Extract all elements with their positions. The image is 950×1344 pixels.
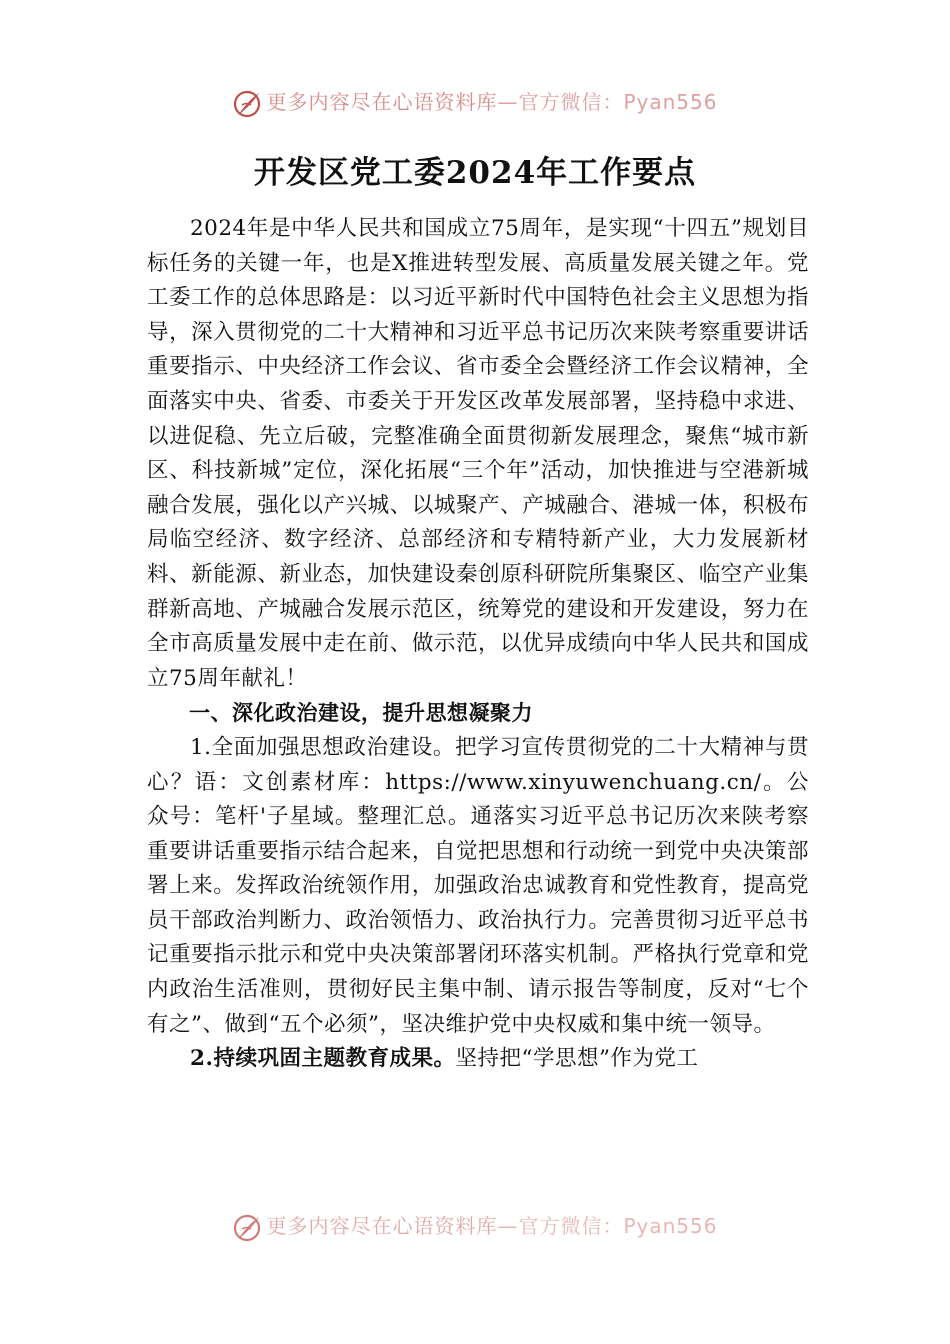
page-title: 开发区党工委2024年工作要点 — [253, 155, 697, 191]
watermark-text-main: 更多内容尽在心语资料库 — [266, 90, 498, 114]
item-text-1b: 。公众号：笔杆'子星域。整理汇总。通落实习近平总书记历次来陕考察重要讲话重要指示结合起来，自觉把思想和行动统一到党中央决策部署上来。发挥政治统领作用，加强政治忠诚教育和党性教育，提高党员干部政治判断力、政治领悟力、政治执行力。完善贯彻习近平总书记重要指示批示和党中央决策部署闭环落实机制。严格执行党章和党内政治生活准则，贯彻好民主集中制、请示报告等制度，反对“七个有之”、做到“五个必须”，坚决维护党中央权威和集中统一领导。 — [147, 769, 809, 1037]
item-text-1a: 把学习宣传贯彻党的二十大精神与贯心？语：文创素材库： — [147, 734, 809, 795]
item-paragraph-1 — [147, 731, 809, 1042]
header-watermark — [0, 84, 950, 120]
item-paragraph-2 — [147, 1042, 809, 1077]
watermark-text-contact: —官方微信：Pyan556 — [497, 90, 718, 114]
document-body — [147, 212, 809, 1077]
intro-paragraph: 2024年是中华人民共和国成立75周年，是实现“十四五”规划目标任务的关键一年，也是X推进转型发展、高质量发展关键之年。党工委工作的总体思路是：以习近平新时代中国特色社会主义思想为指导，深入贯彻党的二十大精神和习近平总书记历次来陕考察重要讲话重要指示、中央经济工作会议、省市委全会暨经济工作会议精神，全面落实中央、省委、市委关于开发区改革发展部署，坚持稳中求进、以进促稳、先立后破，完整准确全面贯彻新发展理念，聚焦“城市新区、科技新城”定位，深化拓展“三个年”活动，加快推进与空港新城融合发展，强化以产兴城、以城聚产、产城融合、港城一体，积极布局临空经济、数字经济、总部经济和专精特新产业，大力发展新材料、新能源、新业态，加快建设秦创原科研院所集聚区、临空产业集群新高地、产城融合发展示范区，统筹党的建设和开发建设，努力在全市高质量发展中走在前、做示范，以优异成绩向中华人民共和国成立75周年献礼！ — [147, 216, 809, 691]
footer-watermark — [0, 1209, 950, 1243]
item-lead-1: 1.全面加强思想政治建设。 — [190, 734, 456, 760]
watermark-text-main: 更多内容尽在心语资料库 — [266, 1214, 498, 1238]
source-url: https://www.xinyuwenchuang.cn/ — [385, 769, 762, 795]
watermark-text-contact: —官方微信：Pyan556 — [497, 1214, 718, 1238]
section-heading: 一、深化政治建设，提升思想凝聚力 — [189, 701, 533, 726]
quill-logo-icon — [232, 89, 262, 119]
item-lead-2: 2.持续巩固主题教育成果。 — [190, 1046, 456, 1072]
item-text-2: 坚持把“学思想”作为党工 — [455, 1046, 699, 1072]
quill-logo-icon — [232, 1213, 262, 1243]
